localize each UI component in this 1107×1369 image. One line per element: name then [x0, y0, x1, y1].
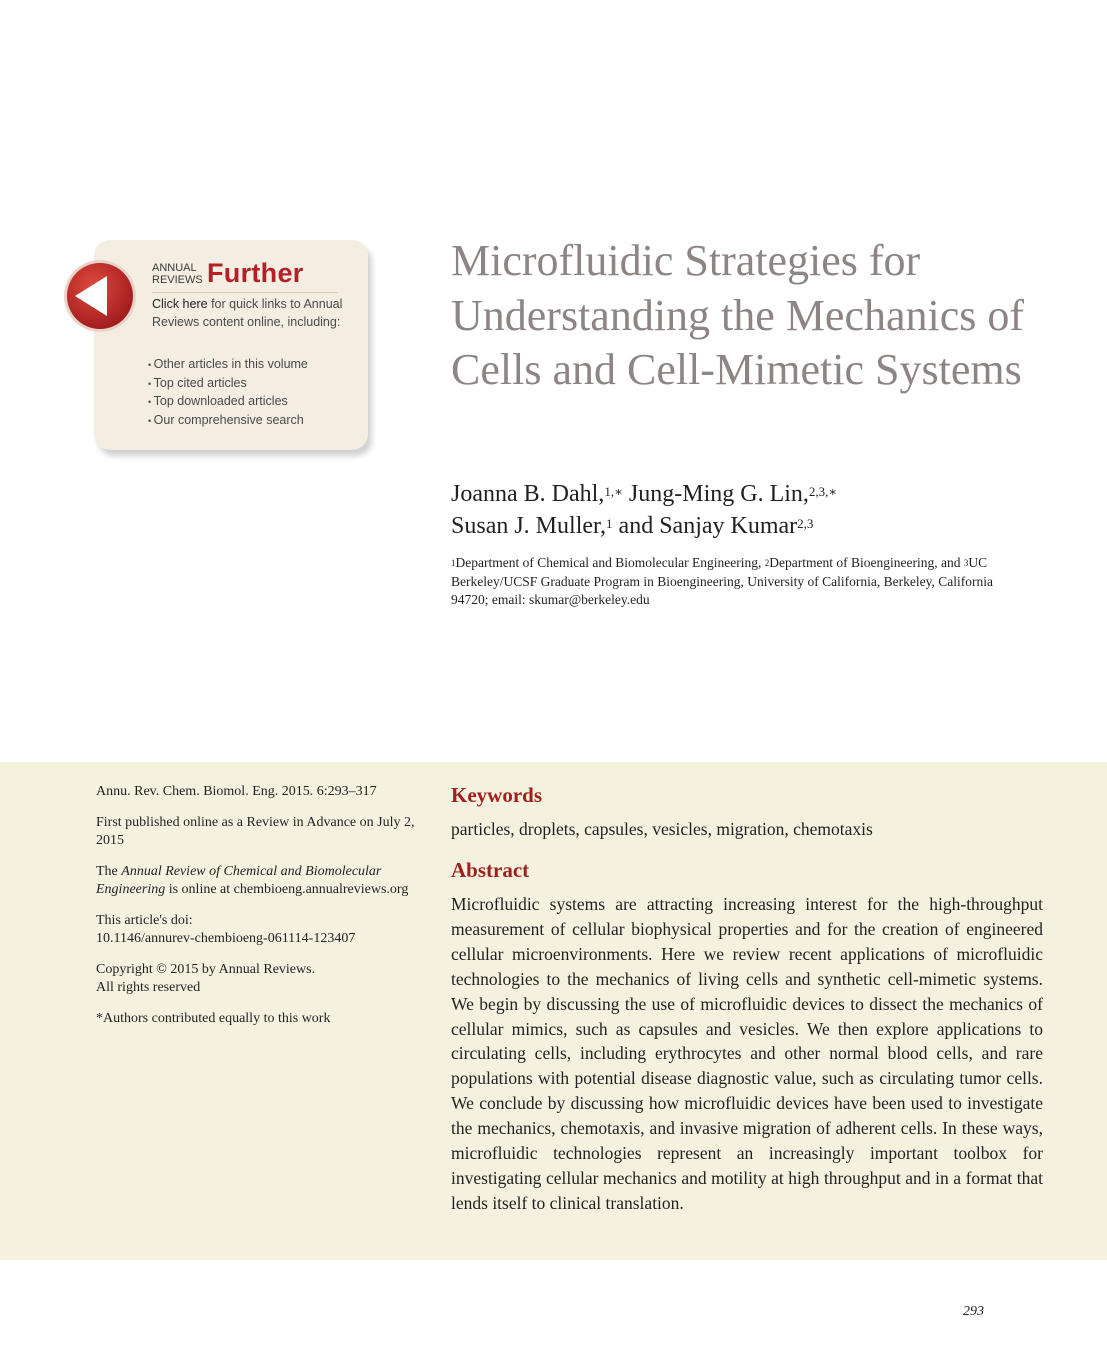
doi-block — [96, 912, 436, 949]
further-link-top-downloaded[interactable]: • Top downloaded articles — [148, 393, 308, 412]
affiliations — [451, 554, 1031, 610]
article-title: Microfluidic Strategies for Understanding the Mechanics of Cells and Cell-Mimetic Systems — [451, 236, 1025, 394]
copyright: Copyright © 2015 by Annual Reviews. — [96, 961, 316, 977]
brand-line-reviews: REVIEWS — [152, 274, 203, 286]
annual-reviews-wordmark — [152, 262, 203, 286]
further-description-text: for quick links to Annual Reviews content online, including: — [152, 297, 343, 329]
abstract-heading: Abstract — [451, 858, 530, 882]
equal-contribution-note: *Authors contributed equally to this work — [96, 1010, 331, 1026]
journal-info — [96, 863, 436, 900]
journal-url[interactable]: is online at chembioeng.annualreviews.org — [165, 882, 409, 897]
abstract-text: Microfluidic systems are attracting increasing interest for the high-throughput measurement of cellular biophysical properties and for the creation of engineered cellular microenvironments. Here we review recent applications of microfluidic technologies to the mechanics of living cells and synthetic cell-mimetic systems. We begin by discussing the use of microfluidic devices to dissect the mechanics of cellular mimics, such as capsules and vesicles. We then explore applications to circulating cells, including erythrocytes and other normal blood cells, and rare populations with potential disease diagnostic value, such as circulating tumor cells. We conclude by discussing how microfluidic devices have been used to investigate the mechanics, chemotaxis, and invasive migration of adherent cells. In these ways, microfluidic technologies represent an increasingly important toolbox for investigating cellular mechanics and motility at high throughput and in a format that lends itself to clinical translation. — [451, 894, 1043, 1213]
further-wordmark: Further — [207, 258, 304, 288]
further-link-top-cited[interactable]: • Top cited articles — [148, 375, 308, 394]
author-name: and Sanjay Kumar — [618, 513, 798, 539]
author-affiliation-marker: 1 — [606, 516, 613, 531]
author-list — [451, 478, 1051, 542]
author-affiliation-marker: 2,3 — [797, 516, 814, 531]
publication-date: First published online as a Review in Advance on July 2, 2015 — [96, 814, 415, 848]
affiliation-text: UC Berkeley/UCSF Graduate Program in Bioengineering, University of California, Berkeley, California 94720; email: skumar@berkeley.edu — [451, 555, 993, 607]
further-header — [152, 258, 338, 293]
further-link-other-articles[interactable]: • Other articles in this volume — [148, 356, 308, 375]
doi-label: This article's doi: — [96, 912, 193, 928]
journal-prefix: The — [96, 863, 122, 879]
rights: All rights reserved — [96, 980, 201, 995]
keywords-list: particles, droplets, capsules, vesicles, migration, chemotaxis — [451, 819, 873, 839]
copyright-block — [96, 961, 436, 998]
page-number: 293 — [963, 1304, 984, 1319]
citation: Annu. Rev. Chem. Biomol. Eng. 2015. 6:293–317 — [96, 784, 377, 799]
further-link-search[interactable]: • Our comprehensive search — [148, 412, 308, 431]
affiliation-text: Department of Chemical and Biomolecular Engineering, — [455, 555, 765, 570]
keywords-heading: Keywords — [451, 783, 542, 807]
journal-name: Annual Review of Chemical and Biomolecular Engineering — [96, 863, 382, 897]
affiliation-text: Department of Bioengineering, and — [769, 555, 964, 570]
doi-link[interactable]: 10.1146/annurev-chembioeng-061114-123407 — [96, 931, 356, 946]
affiliation-marker: 3 — [963, 558, 969, 568]
affiliation-marker: 1 — [451, 558, 456, 568]
article-info-sidebar — [96, 783, 436, 1040]
further-description — [152, 296, 352, 331]
brand-line-annual: ANNUAL — [152, 262, 197, 274]
author-affiliation-marker: 2,3,∗ — [808, 484, 838, 499]
left-arrow-icon[interactable] — [62, 258, 138, 334]
affiliation-marker: 2 — [764, 558, 770, 568]
author-name: Susan J. Muller, — [451, 513, 607, 539]
author-affiliation-marker: 1,∗ — [604, 484, 623, 499]
author-name: Joanna B. Dahl, — [451, 481, 605, 507]
click-here-link[interactable]: Click here — [152, 297, 208, 311]
further-links-list — [148, 356, 308, 430]
author-name: Jung-Ming G. Lin, — [628, 481, 809, 507]
